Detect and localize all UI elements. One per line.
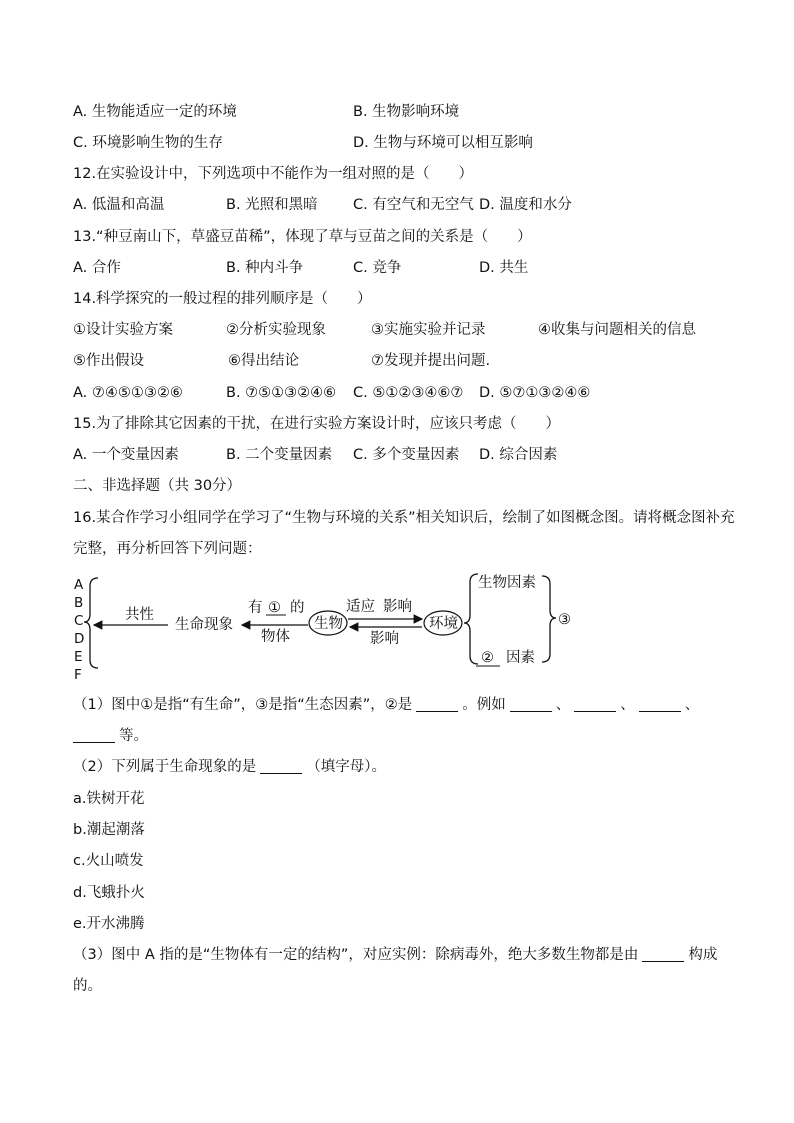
closing-brace [542, 576, 556, 662]
diagram-wuti: 物体 [261, 629, 290, 645]
q13-option-c: C. 竞争 [353, 260, 402, 276]
q15-option-d: D. 综合因素 [479, 447, 558, 463]
choice-d: d.飞蛾扑火 [73, 885, 145, 901]
blank-example-4[interactable] [73, 728, 115, 743]
choice-a: a.铁树开花 [73, 791, 145, 807]
left-brace [84, 578, 98, 668]
q15-option-a: A. 一个变量因素 [73, 447, 179, 463]
blank-example-3[interactable] [639, 697, 681, 712]
section-2-title: 二、非选择题（共 30分） [73, 478, 242, 494]
q16-sub1-line1 [73, 695, 699, 715]
q13-option-b: B. 种内斗争 [226, 260, 304, 276]
q14-option-a: A. ⑦④⑤①③②⑥ [73, 385, 183, 401]
q16-sub1-line2 [73, 726, 148, 746]
diagram-circle3: ③ [558, 612, 571, 628]
q14-step-6: ⑥得出结论 [228, 353, 299, 369]
q16-sub3-line1 [73, 945, 717, 965]
q14-options [73, 383, 734, 403]
diagram-you: 有 [248, 600, 263, 616]
q12-options [73, 195, 734, 215]
blank-factor-2[interactable] [416, 697, 458, 712]
q13-options [73, 258, 734, 278]
diagram-letter-b: B [74, 595, 84, 611]
q15-stem: 15.为了排除其它因素的干扰，在进行实验方案设计时，应该只考虑（ ） [73, 416, 561, 432]
blank-example-2[interactable] [574, 697, 616, 712]
q16-sub3-gou: 构成 [688, 947, 718, 963]
q11-option-b: B. 生物影响环境 [353, 104, 460, 120]
blank-example-1[interactable] [510, 697, 552, 712]
environment-brace [464, 574, 478, 664]
q16-sub1-example: 。例如 [462, 697, 506, 713]
q16-sub2-end: （填字母）。 [306, 759, 386, 775]
q16-sub2 [73, 757, 386, 777]
choice-c: c.火山喷发 [73, 853, 144, 869]
q14-step-3: ③实施实验并记录 [371, 322, 486, 338]
q11-option-c: C. 环境影响生物的生存 [73, 135, 223, 151]
q14-step-4: ④收集与问题相关的信息 [538, 322, 696, 338]
q13-option-d: D. 共生 [479, 260, 529, 276]
q15-options [73, 445, 734, 465]
q12-option-a: A. 低温和高温 [73, 197, 165, 213]
q12-option-c: C. 有空气和无空气 [353, 197, 474, 213]
q16-sub2-text: （2）下列属于生命现象的是 [73, 759, 257, 775]
diagram-influence-bottom: 影响 [370, 631, 399, 647]
q14-option-b: B. ⑦⑤①③②④⑥ [226, 385, 337, 401]
q16-stem-line2: 完整，再分析回答下列问题： [73, 541, 262, 557]
diagram-influence-top: 影响 [383, 599, 412, 615]
q14-option-c: C. ⑤①②③④⑥⑦ [353, 385, 464, 401]
choice-b: b.潮起潮落 [73, 822, 145, 838]
q12-option-d: D. 温度和水分 [479, 197, 572, 213]
q15-option-c: C. 多个变量因素 [353, 447, 460, 463]
diagram-phenomenon: 生命现象 [175, 617, 233, 633]
q15-option-b: B. 二个变量因素 [226, 447, 333, 463]
q16-sub1-text: （1）图中①是指“有生命”，③是指“生态因素”，②是 [73, 697, 413, 713]
q14-step-5: ⑤作出假设 [73, 353, 144, 369]
separator: 、 [620, 697, 635, 713]
q11-option-a: A. 生物能适应一定的环境 [73, 104, 237, 120]
diagram-bio-factor: 生物因素 [478, 575, 536, 591]
diagram-gongxing: 共性 [125, 607, 154, 623]
blank-structure[interactable] [642, 947, 684, 962]
separator: 、 [555, 697, 571, 713]
q14-step-2: ②分析实验现象 [226, 322, 326, 338]
diagram-circle2: ② [481, 650, 494, 666]
q12-stem: 12.在实验设计中，下列选项中不能作为一组对照的是（ ） [73, 166, 474, 182]
diagram-letter-f: F [74, 667, 82, 683]
q11-option-d: D. 生物与环境可以相互影响 [353, 135, 533, 151]
q11-options-row1 [73, 102, 734, 122]
q14-stem: 14.科学探究的一般过程的排列顺序是（ ） [73, 291, 372, 307]
q14-step-7: ⑦发现并提出问题. [371, 353, 491, 369]
diagram-letter-e: E [74, 649, 83, 665]
q14-steps-row2 [73, 351, 734, 371]
q16-sub1-end: 等。 [119, 728, 148, 744]
q11-options-row2 [73, 133, 734, 153]
q14-option-d: D. ⑤⑦①③②④⑥ [479, 385, 591, 401]
diagram-adapt: 适应 [346, 599, 375, 615]
blank-life-phenomenon[interactable] [260, 759, 302, 774]
diagram-de: 的 [290, 600, 305, 616]
q14-step-1: ①设计实验方案 [73, 322, 173, 338]
diagram-organism: 生物 [314, 616, 343, 632]
diagram-letter-a: A [74, 577, 84, 593]
q16-sub3-text: （3）图中 A 指的是“生物体有一定的结构”，对应实例：除病毒外，绝大多数生物都是由 [73, 947, 639, 963]
q16-stem-line1: 16.某合作学习小组同学在学习了“生物与环境的关系”相关知识后，绘制了如图概念图。请将概念图补充 [73, 510, 735, 526]
diagram-environment: 环境 [429, 616, 458, 632]
q16-sub3-line2: 的。 [73, 978, 102, 994]
diagram-letter-c: C [74, 613, 84, 629]
concept-diagram [60, 568, 620, 683]
diagram-factor: 因素 [506, 650, 535, 666]
diagram-letter-d: D [74, 631, 85, 647]
diagram-circle1: ① [268, 600, 281, 616]
q13-option-a: A. 合作 [73, 260, 121, 276]
q14-steps-row1 [73, 320, 734, 340]
q12-option-b: B. 光照和黑暗 [226, 197, 318, 213]
choice-e: e.开水沸腾 [73, 916, 145, 932]
separator: 、 [684, 697, 700, 713]
q13-stem: 13.“种豆南山下，草盛豆苗稀”，体现了草与豆苗之间的关系是（ ） [73, 229, 532, 245]
